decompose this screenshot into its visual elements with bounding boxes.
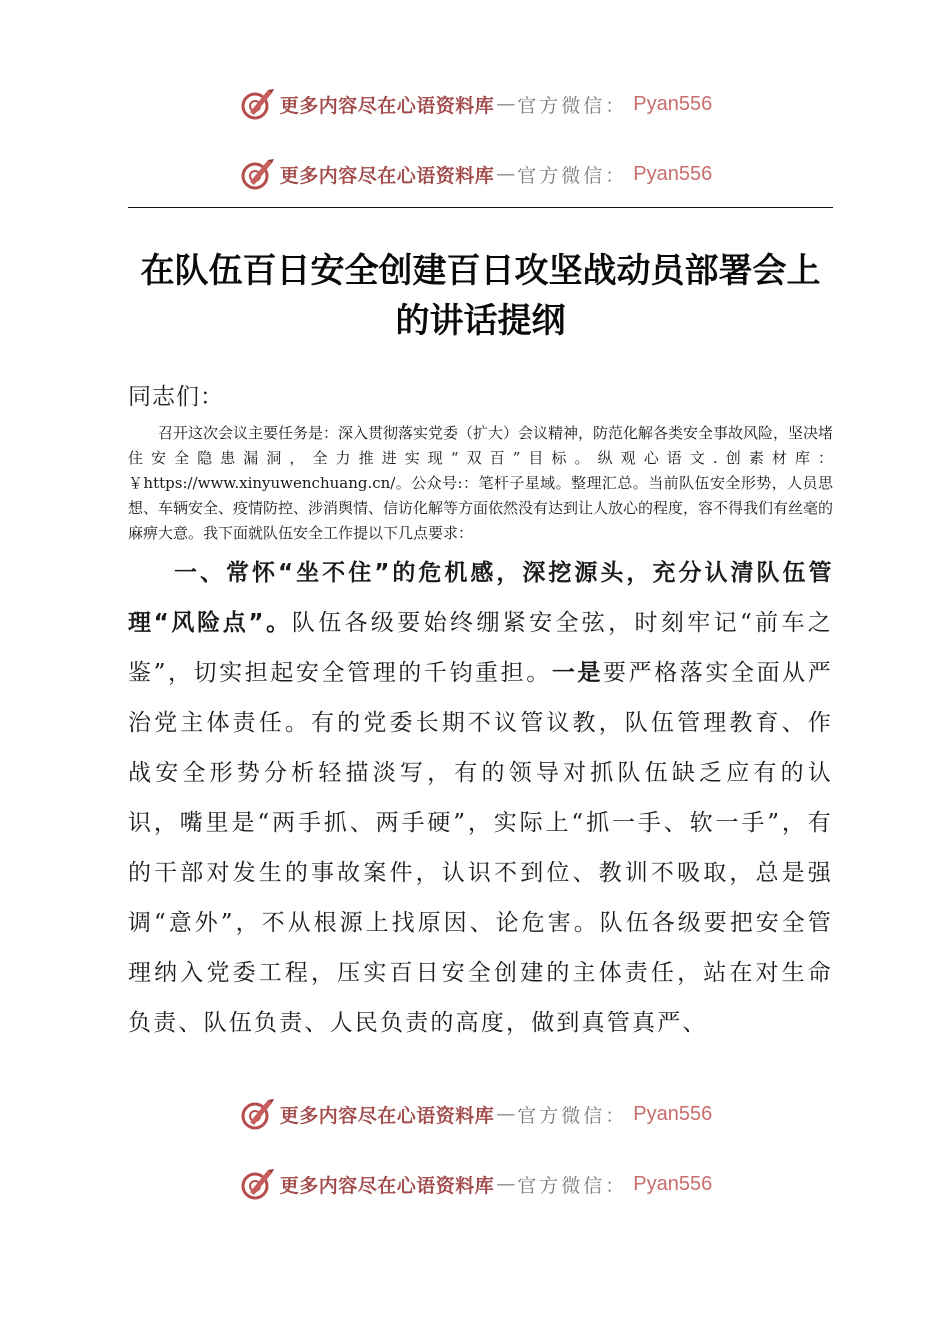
watermark-dash: — [496,93,516,115]
pen-logo-icon [238,84,278,124]
watermark-text: 更多内容尽在心语资料库 [279,1104,495,1127]
watermark-label: 官方微信： [517,94,628,117]
watermark-dash: — [496,163,516,185]
pen-logo-icon [238,154,278,194]
watermark-banner [0,152,950,196]
watermark-wechat-id: Pyan556 [633,162,713,185]
watermark-banner [0,82,950,126]
section-1-text-part2: 要严格落实全面从严治党主体责任。有的党委长期不议管议教，队伍管理教育、作战安全形势分析轻描淡写，有的领导对抓队伍缺乏应有的认识，嘴里是“两手抓、两手硬”，实际上“抓一手、软一手”，有的干部对发生的事故案件，认识不到位、教训不吸取，总是强调“意外”，不从根源上找原因、论危害。队伍各级要把安全管理纳入党委工程，压实百日安全创建的主体责任，站在对生命负责、队伍负责、人民负责的高度，做到真管真严、 [128,660,833,1036]
watermark-wechat-id: Pyan556 [633,1172,713,1195]
watermark-text: 更多内容尽在心语资料库 [279,1174,495,1197]
watermark-text: 更多内容尽在心语资料库 [279,164,495,187]
watermark-wechat-id: Pyan556 [633,1102,713,1125]
watermark-label: 官方微信： [517,164,628,187]
watermark-label: 官方微信： [517,1174,628,1197]
header-divider [128,207,833,208]
watermark-label: 官方微信： [517,1104,628,1127]
section-1-text-part1: 队伍各级要始终绷紧安全弦，时刻牢记“前车之鉴”，切实担起安全管理的千钧重担。 [128,610,834,686]
salutation: 同志们： [128,384,224,410]
section-1-heading: 一、常怀“坐不住”的危机感，深挖源头，充分认清队伍管理“风险点”。 [128,560,833,636]
watermark-wechat-id: Pyan556 [633,92,713,115]
watermark-text: 更多内容尽在心语资料库 [279,94,495,117]
intro-paragraph: 召开这次会议主要任务是：深入贯彻落实党委（扩大）会议精神，防范化解各类安全事故风险，坚决堵住安全隐患漏洞，全力推进实现“双百”目标。纵观心语文.创素材库：￥https://www.xinyuwenchuang.cn/。公众号:：笔杆子星域。整理汇总。当前队伍安全形势，人员思想、车辆安全、疫情防控、涉消舆情、信访化解等方面依然没有达到让人放心的程度，容不得我们有丝毫的麻痹大意。我下面就队伍安全工作提以下几点要求： [128,424,834,542]
document-title: 在队伍百日安全创建百日攻坚战动员部署会上的讲话提纲 [140,251,821,341]
watermark-dash: — [496,1103,516,1125]
watermark-banner [0,1092,950,1136]
pen-logo-icon [238,1094,278,1134]
pen-logo-icon [238,1164,278,1204]
watermark-banner [0,1162,950,1206]
watermark-dash: — [496,1173,516,1195]
section-1-paragraph [128,548,833,1048]
section-1-emphasis: 一是 [551,660,604,686]
